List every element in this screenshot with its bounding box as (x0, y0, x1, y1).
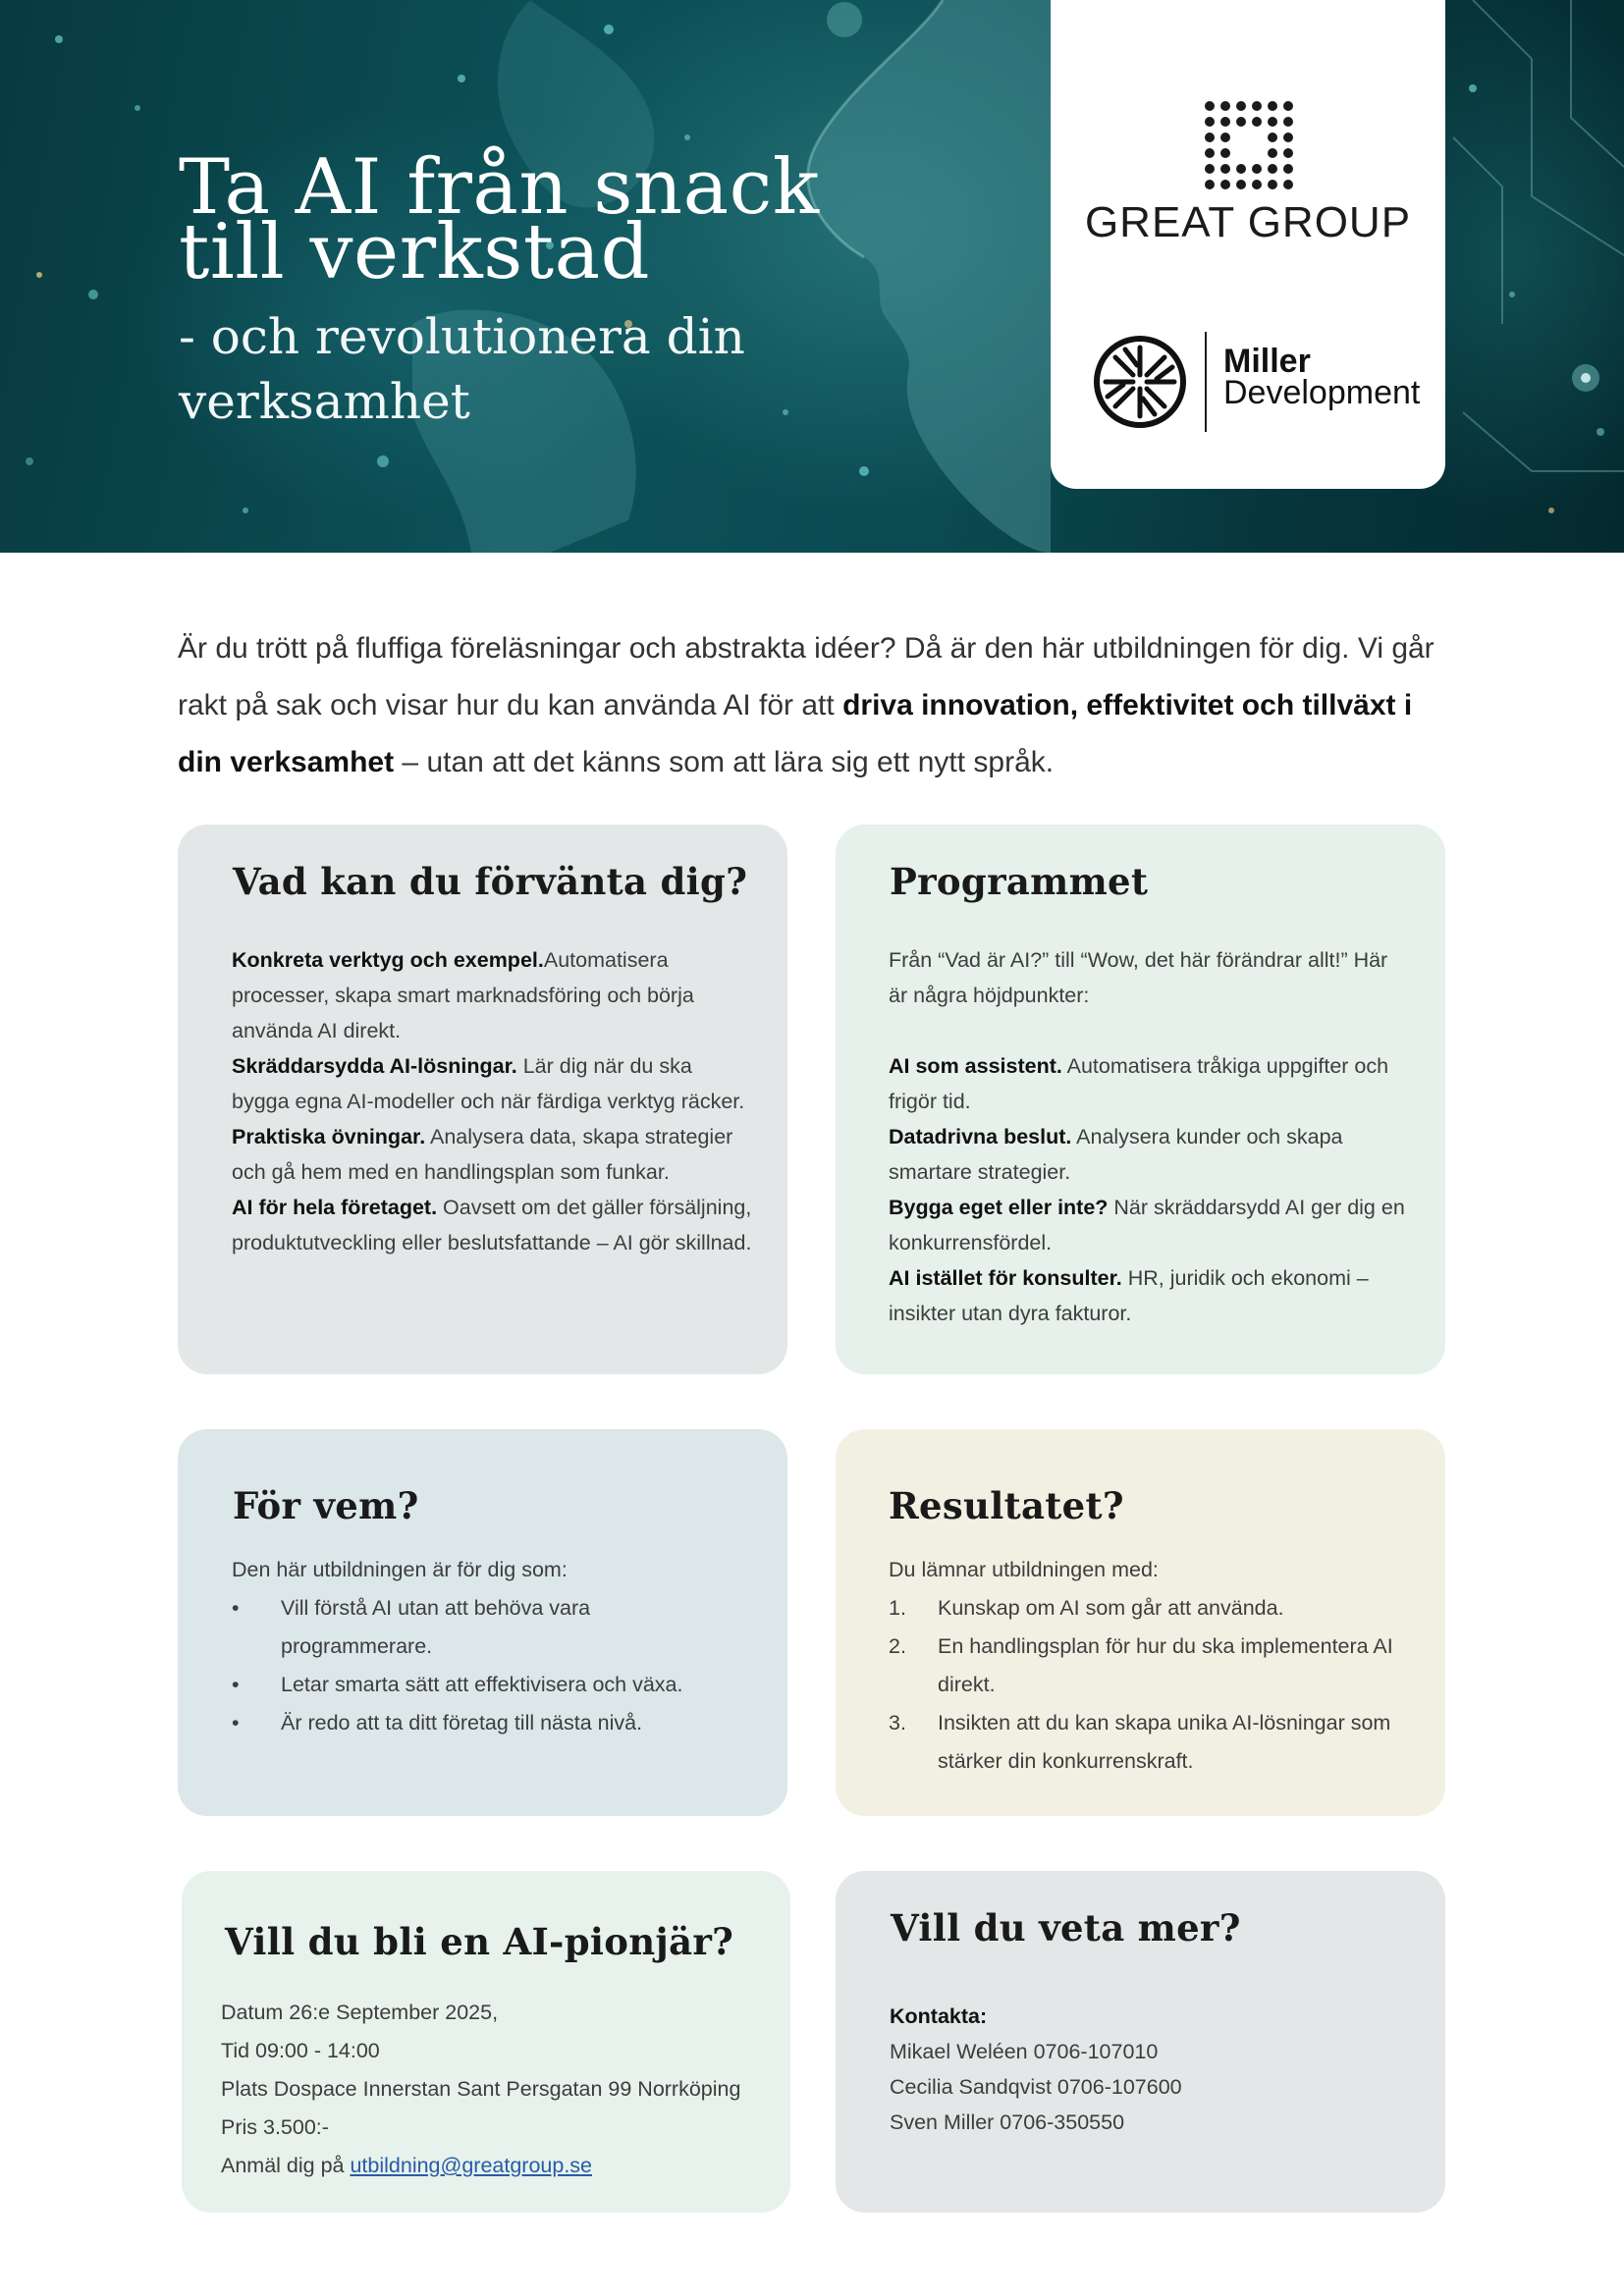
card-body (889, 942, 1409, 1331)
list-item (889, 1119, 1409, 1190)
bullet-marker: • (232, 1673, 240, 1696)
intro-text-1: Är du trött på fluffiga föreläsningar och abstrakta idéer? Då är den här utbildningen för dig. Vi går rakt på sak och visar hur du kan använda AI för att (178, 632, 1435, 721)
hero-banner (0, 0, 1624, 553)
item-text: Kunskap om AI som går att använda. (938, 1596, 1284, 1620)
great-group-wordmark: GREAT GROUP (1084, 198, 1412, 246)
list-item (889, 1260, 1409, 1331)
card-body (890, 1999, 1400, 2140)
list-item (889, 1048, 1409, 1119)
item-text: Är redo att ta ditt företag till nästa nivå. (281, 1711, 643, 1735)
contact-person: Mikael Weléen 0706-107010 (890, 2040, 1159, 2063)
list-item (232, 1119, 752, 1190)
miller-development-logo-icon (1094, 336, 1186, 428)
intro-text-2: – utan att det känns som att lära sig ett nytt språk. (394, 746, 1055, 778)
item-text: Vill förstå AI utan att behöva vara programmerare. (281, 1596, 591, 1658)
item-text: Analysera data, skapa strategier och gå hem med en handlingsplan som funkar. (232, 1125, 733, 1184)
logo-card (1051, 0, 1445, 489)
item-bold: Skräddarsydda AI-lösningar. (232, 1054, 517, 1078)
contact-person: Cecilia Sandqvist 0706-107600 (890, 2075, 1182, 2099)
event-date: Datum 26:e September 2025, (221, 2001, 499, 2024)
hero-title: Ta AI från snack till verkstad (179, 143, 820, 296)
item-text: Lär dig när du ska bygga egna AI-modeller och när färdiga verktyg räcker. (232, 1054, 745, 1113)
card-body (889, 1551, 1399, 1781)
item-text: Insikten att du kan skapa unika AI-lösningar som stärker din konkurrenskraft. (938, 1711, 1391, 1773)
card-result (836, 1429, 1445, 1816)
event-place: Plats Dospace Innerstan Sant Persgatan 99 Norrköping (221, 2077, 741, 2101)
list-number: 2. (889, 1634, 906, 1658)
event-time: Tid 09:00 - 14:00 (221, 2039, 380, 2062)
item-text: När skräddarsydd AI ger dig en konkurrensfördel. (889, 1196, 1405, 1255)
list-number: 1. (889, 1596, 906, 1620)
contact-person: Sven Miller 0706-350550 (890, 2110, 1125, 2134)
item-text: Letar smarta sätt att effektivisera och växa. (281, 1673, 683, 1696)
list-item (232, 942, 752, 1048)
list-item (889, 1589, 1399, 1628)
numbered-list (889, 1589, 1399, 1781)
card-body (232, 1551, 723, 1742)
card-title: Resultatet? (889, 1484, 1124, 1527)
miller-sub: Development (1223, 374, 1421, 411)
item-bold: AI för hela företaget. (232, 1196, 438, 1219)
item-text: En handlingsplan för hur du ska implementera AI direkt. (938, 1634, 1393, 1696)
program-intro: Från “Vad är AI?” till “Wow, det här förändrar allt!” Här är några höjdpunkter: (889, 948, 1388, 1007)
item-text: Automatisera processer, skapa smart marknadsföring och börja använda AI direkt. (232, 948, 694, 1042)
intro-bold: driva innovation, effektivitet och tillväxt i din verksamhet (178, 689, 1413, 778)
list-item (889, 1628, 1399, 1704)
item-bold: Datadrivna beslut. (889, 1125, 1072, 1148)
result-intro: Du lämnar utbildningen med: (889, 1558, 1159, 1581)
hero-subtitle: - och revolutionera din verksamhet (179, 308, 745, 430)
item-bold: Bygga eget eller inte? (889, 1196, 1109, 1219)
list-item (889, 1190, 1409, 1260)
card-program (836, 825, 1445, 1374)
bullet-marker: • (232, 1596, 240, 1620)
miller-development-wordmark (1223, 343, 1421, 411)
list-item (232, 1190, 752, 1260)
list-number: 3. (889, 1711, 906, 1735)
card-body (232, 942, 752, 1260)
card-signup (182, 1871, 790, 2213)
card-body (221, 1994, 771, 2185)
bullet-marker: • (232, 1711, 240, 1735)
great-group-logo-icon (1202, 98, 1296, 192)
list-item (889, 1704, 1399, 1781)
item-bold: AI istället för konsulter. (889, 1266, 1122, 1290)
item-bold: Praktiska övningar. (232, 1125, 426, 1148)
card-title: För vem? (233, 1484, 419, 1527)
event-price: Pris 3.500:- (221, 2115, 329, 2139)
item-text: Oavsett om det gäller försäljning, produktutveckling eller beslutsfattande – AI gör skillnad. (232, 1196, 752, 1255)
audience-intro: Den här utbildningen är för dig som: (232, 1558, 568, 1581)
item-text: Automatisera tråkiga uppgifter och frigör tid. (889, 1054, 1389, 1113)
card-contact (836, 1871, 1445, 2213)
item-bold: AI som assistent. (889, 1054, 1062, 1078)
card-audience (178, 1429, 787, 1816)
card-title: Vill du bli en AI-pionjär? (225, 1920, 734, 1963)
card-title: Vad kan du förvänta dig? (233, 860, 748, 903)
list-item (232, 1589, 723, 1666)
intro-paragraph (178, 620, 1454, 791)
register-line (221, 2147, 771, 2185)
list-item (232, 1666, 723, 1704)
item-text: Analysera kunder och skapa smartare strategier. (889, 1125, 1343, 1184)
card-expectations (178, 825, 787, 1374)
item-bold: Konkreta verktyg och exempel. (232, 948, 544, 972)
email-link[interactable]: utbildning@greatgroup.se (350, 2154, 593, 2177)
miller-name: Miller (1223, 343, 1311, 380)
bullet-list (232, 1589, 723, 1742)
card-title: Vill du veta mer? (891, 1906, 1241, 1949)
logo-divider (1205, 332, 1207, 432)
list-item (232, 1704, 723, 1742)
register-prefix: Anmäl dig på (221, 2154, 351, 2177)
item-text: HR, juridik och ekonomi – insikter utan dyra fakturor. (889, 1266, 1369, 1325)
list-item (232, 1048, 752, 1119)
card-title: Programmet (890, 860, 1149, 903)
contact-label: Kontakta: (890, 2004, 988, 2028)
